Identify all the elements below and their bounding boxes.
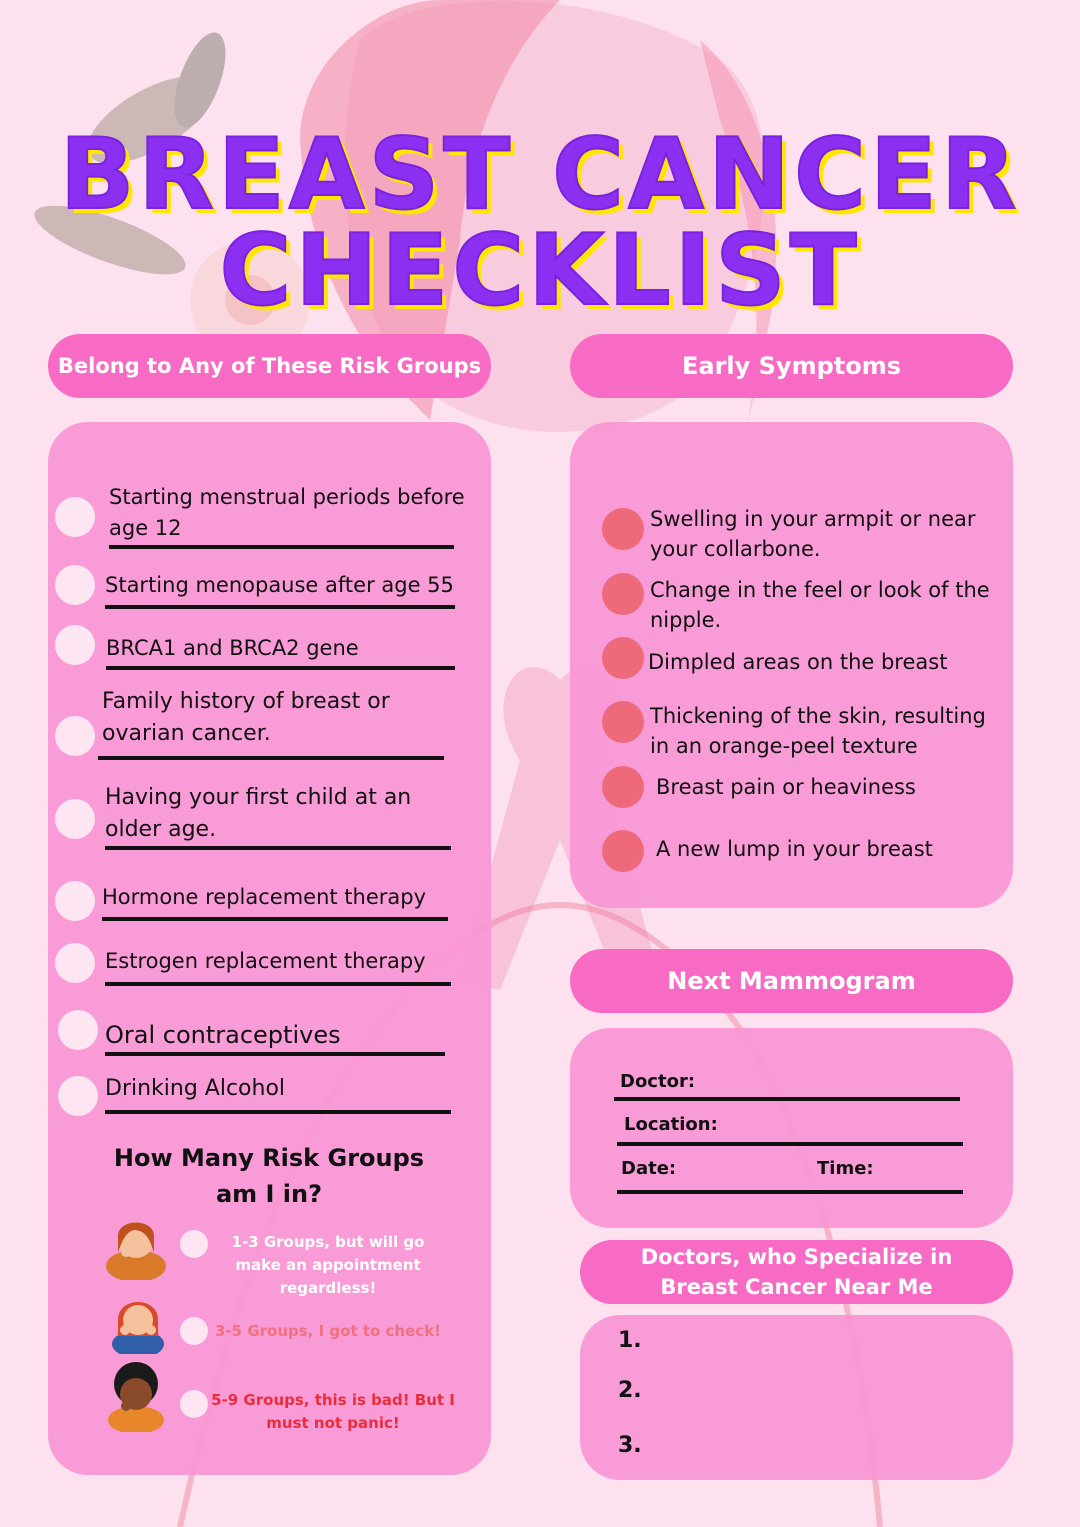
- symptoms-header: Early Symptoms: [570, 334, 1013, 398]
- doctors-header: Doctors, who Specialize in Breast Cancer Near Me: [580, 1240, 1013, 1304]
- divider: [105, 1110, 451, 1114]
- symptom-item: Dimpled areas on the breast: [648, 650, 948, 674]
- risk-checkbox[interactable]: [58, 1010, 98, 1050]
- option-1-3-groups: 1-3 Groups, but will go make an appointment regardless!: [231, 1233, 425, 1297]
- location-input-line[interactable]: [617, 1142, 963, 1146]
- risk-item-label: Starting menstrual periods before age 12: [109, 485, 465, 540]
- risk-item-label: BRCA1 and BRCA2 gene: [106, 636, 359, 660]
- risk-item-label: Estrogen replacement therapy: [105, 949, 426, 973]
- date-label: Date:: [621, 1158, 677, 1179]
- option-checkbox[interactable]: [180, 1317, 208, 1345]
- symptom-bullet: [602, 508, 644, 550]
- symptom-bullet: [602, 701, 644, 743]
- page-title-line2: CHECKLIST: [219, 214, 861, 328]
- page-title-line1: BREAST CANCER: [59, 118, 1021, 232]
- time-label: Time:: [817, 1158, 874, 1179]
- worried-woman-avatar-icon: [110, 1292, 166, 1354]
- divider: [105, 982, 451, 986]
- risk-checkbox[interactable]: [55, 799, 95, 839]
- panicked-woman-avatar-icon: [104, 1362, 168, 1432]
- thinking-woman-avatar-icon: [104, 1212, 168, 1280]
- divider: [102, 917, 448, 921]
- risk-checkbox[interactable]: [55, 497, 95, 537]
- divider: [98, 756, 444, 760]
- doctor-number-3: 3.: [618, 1433, 642, 1458]
- symptom-item: Breast pain or heaviness: [656, 775, 916, 799]
- risk-item-label: Hormone replacement therapy: [102, 885, 427, 909]
- risk-groups-header: Belong to Any of These Risk Groups: [48, 334, 491, 398]
- symptom-bullet: [602, 573, 644, 615]
- symptom-item: Change in the feel or look of the nipple.: [650, 578, 990, 632]
- symptom-item: Thickening of the skin, resulting in an orange-peel texture: [650, 704, 986, 758]
- option-3-5-groups: 3-5 Groups, I got to check!: [215, 1322, 441, 1340]
- divider: [105, 1052, 445, 1056]
- doctors-panel: [580, 1315, 1013, 1480]
- symptom-bullet: [602, 766, 644, 808]
- date-time-input-line[interactable]: [617, 1190, 963, 1194]
- divider: [106, 666, 455, 670]
- option-checkbox[interactable]: [180, 1390, 208, 1418]
- divider: [105, 846, 451, 850]
- risk-item-label: Having your first child at an older age.: [105, 785, 412, 842]
- risk-item-label: Drinking Alcohol: [105, 1076, 286, 1101]
- symptom-item: Swelling in your armpit or near your collarbone.: [650, 507, 976, 561]
- symptom-bullet: [602, 830, 644, 872]
- risk-checkbox[interactable]: [55, 881, 95, 921]
- divider: [105, 605, 455, 609]
- risk-checkbox[interactable]: [55, 625, 95, 665]
- symptom-item: A new lump in your breast: [656, 837, 933, 861]
- risk-checkbox[interactable]: [58, 1076, 98, 1116]
- mammogram-header: Next Mammogram: [570, 949, 1013, 1013]
- location-label: Location:: [624, 1114, 718, 1135]
- how-many-title: How Many Risk Groups am I in?: [113, 1144, 425, 1208]
- risk-item-label: Family history of breast or ovarian cancer.: [102, 689, 390, 746]
- risk-item-label: Oral contraceptives: [105, 1021, 341, 1049]
- doctor-label: Doctor:: [620, 1071, 696, 1092]
- doctor-number-1: 1.: [618, 1328, 642, 1353]
- divider: [109, 545, 454, 549]
- risk-checkbox[interactable]: [55, 565, 95, 605]
- risk-checkbox[interactable]: [55, 716, 95, 756]
- risk-item-label: Starting menopause after age 55: [105, 573, 454, 597]
- doctor-input-line[interactable]: [614, 1097, 960, 1101]
- option-5-9-groups: 5-9 Groups, this is bad! But I must not panic!: [211, 1391, 455, 1432]
- risk-checkbox[interactable]: [55, 943, 95, 983]
- option-checkbox[interactable]: [180, 1230, 208, 1258]
- symptom-bullet: [602, 637, 644, 679]
- doctor-number-2: 2.: [618, 1378, 642, 1403]
